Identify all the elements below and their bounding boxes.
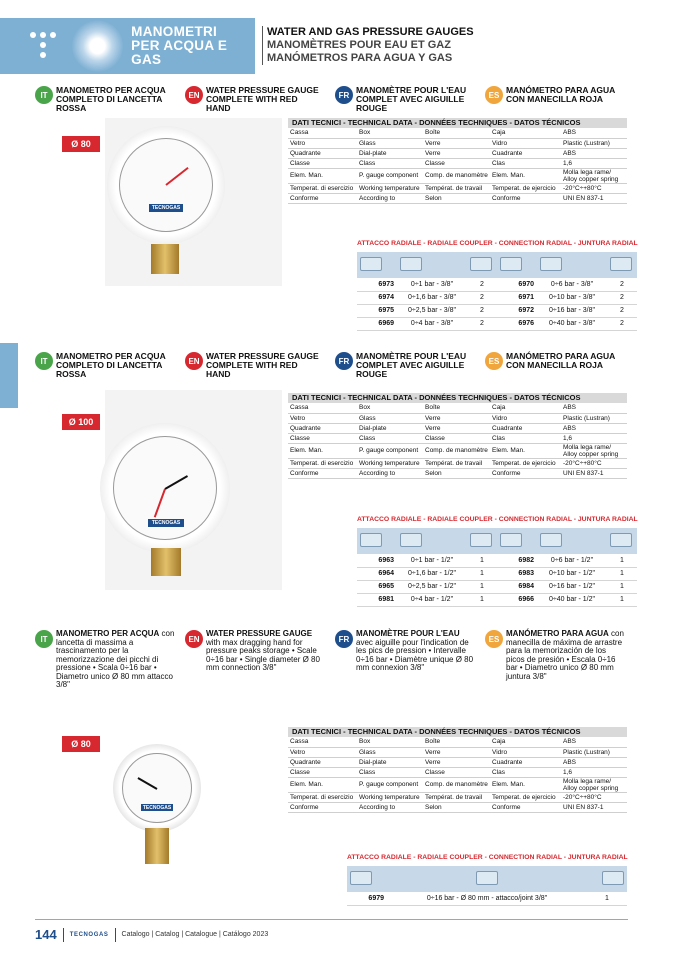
section2-es: MANÓMETRO PARA AGUA CON MANECILLA ROJA bbox=[506, 351, 615, 370]
tech-row bbox=[288, 403, 627, 413]
tech-cell: Quadrante bbox=[288, 423, 357, 433]
tech-table bbox=[288, 737, 627, 813]
pack-qty: 2 bbox=[607, 317, 637, 330]
tech-cell: Comp. de manomètre bbox=[423, 443, 490, 458]
tech-row bbox=[288, 802, 627, 812]
tech-cell: Conforme bbox=[490, 802, 561, 812]
sun-burst-icon bbox=[72, 19, 123, 73]
tech-cell: Selon bbox=[423, 802, 490, 812]
product-code: 6976 bbox=[497, 317, 537, 330]
tech-cell: Class bbox=[357, 433, 423, 443]
section3-en: WATER PRESSURE GAUGE with max dragging hand for pressure peaks storage • Scale 0÷16 bar • Single diameter Ø 80 mm connection 3/8" bbox=[206, 629, 320, 672]
package-qty-icon bbox=[602, 871, 624, 885]
es-badge: ES bbox=[485, 86, 503, 104]
footer-divider bbox=[35, 919, 628, 920]
range-arrow-icon bbox=[476, 871, 498, 885]
section1-it: MANOMETRO PER ACQUA COMPLETO DI LANCETTA ROSSA bbox=[56, 85, 166, 113]
tech-row bbox=[288, 423, 627, 433]
pressure-range: 0÷10 bar - 3/8" bbox=[537, 291, 607, 304]
tech-cell: Vidro bbox=[490, 413, 561, 423]
tech-cell: Working temperature bbox=[357, 458, 423, 468]
product-code: 6981 bbox=[357, 593, 397, 606]
tech-cell: Conforme bbox=[288, 468, 357, 478]
tech-cell: Box bbox=[357, 128, 423, 138]
tech-row bbox=[288, 158, 627, 168]
product-code: 6966 bbox=[497, 593, 537, 606]
product-code: 6973 bbox=[357, 278, 397, 291]
tech-cell: Conforme bbox=[288, 193, 357, 203]
tech-cell: ABS bbox=[561, 148, 627, 158]
range-arrow-icon bbox=[400, 533, 422, 547]
tech-cell: Verre bbox=[423, 747, 490, 757]
tech-row bbox=[288, 433, 627, 443]
tech-cell: Working temperature bbox=[357, 792, 423, 802]
tech-row bbox=[288, 183, 627, 193]
pack-qty: 2 bbox=[467, 291, 497, 304]
range-arrow-icon bbox=[540, 533, 562, 547]
pressure-range: 0÷4 bar - 3/8" bbox=[397, 317, 467, 330]
tech-cell: Classe bbox=[288, 158, 357, 168]
tech-cell: Selon bbox=[423, 193, 490, 203]
tech-cell: Temperat. di esercizio bbox=[288, 183, 357, 193]
tech-row bbox=[288, 443, 627, 458]
coupler-title: ATTACCO RADIALE - RADIALE COUPLER - CONNECTION RADIAL - JUNTURA RADIAL bbox=[347, 854, 628, 861]
tech-cell: Températ. de travail bbox=[423, 792, 490, 802]
tech-cell: Comp. de manomètre bbox=[423, 168, 490, 183]
tech-cell: Box bbox=[357, 403, 423, 413]
tech-row bbox=[288, 193, 627, 203]
tech-row bbox=[288, 128, 627, 138]
footer bbox=[35, 927, 268, 942]
tech-cell: Conforme bbox=[288, 802, 357, 812]
fr-badge: FR bbox=[335, 352, 353, 370]
pack-qty: 1 bbox=[607, 554, 637, 567]
tech-cell: Temperat. di esercizio bbox=[288, 792, 357, 802]
section3-fr: MANOMÈTRE POUR L'EAU avec aiguille pour l'indication de les pics de pression • Intervalle 0÷16 bar • Diamètre unique Ø 80 mm connexion 3/8" bbox=[356, 629, 474, 672]
tech-cell: Conforme bbox=[490, 468, 561, 478]
section3-es: MANÓMETRO PARA AGUA con manecilla de máxima de arrastre para la memorización de los picos de presión • Escala 0÷16 bar • Diametro unico Ø 80 mm juntura 3/8" bbox=[506, 629, 624, 681]
section1-es: MANÓMETRO PARA AGUA CON MANECILLA ROJA bbox=[506, 85, 615, 104]
tech-cell: P. gauge component bbox=[357, 443, 423, 458]
gauge-thumb-icon bbox=[360, 257, 382, 271]
tech-cell: Cassa bbox=[288, 737, 357, 747]
table-row bbox=[357, 278, 637, 291]
fr-badge: FR bbox=[335, 630, 353, 648]
pack-qty: 1 bbox=[607, 593, 637, 606]
range-arrow-icon bbox=[400, 257, 422, 271]
pressure-range: 0÷16 bar - 3/8" bbox=[537, 304, 607, 317]
tech-cell: Elem. Man. bbox=[490, 168, 561, 183]
tech-cell: Vidro bbox=[490, 747, 561, 757]
tech-cell: Molla lega rame/ Alloy copper spring bbox=[561, 443, 627, 458]
pack-qty: 2 bbox=[467, 317, 497, 330]
gauge-thumb-icon bbox=[500, 257, 522, 271]
coupler-title: ATTACCO RADIALE - RADIALE COUPLER - CONNECTION RADIAL - JUNTURA RADIAL bbox=[357, 516, 638, 523]
tech-cell: Conforme bbox=[490, 193, 561, 203]
tech-cell: Clas bbox=[490, 158, 561, 168]
tech-row bbox=[288, 148, 627, 158]
pack-qty: 1 bbox=[467, 593, 497, 606]
tech-cell: Classe bbox=[423, 767, 490, 777]
pressure-range: 0÷2,5 bar - 3/8" bbox=[397, 304, 467, 317]
tech-cell: Vetro bbox=[288, 413, 357, 423]
pressure-range: 0÷4 bar - 1/2" bbox=[397, 593, 467, 606]
coupler-table bbox=[357, 252, 637, 331]
pressure-range: 0÷1 bar - 1/2" bbox=[397, 554, 467, 567]
footer-catalog: Catalogo | Catalog | Catalogue | Catálogo 2023 bbox=[121, 931, 269, 938]
pack-qty: 1 bbox=[467, 567, 497, 580]
it-badge: IT bbox=[35, 352, 53, 370]
tech-cell: Boîte bbox=[423, 403, 490, 413]
diameter-badge: Ø 80 bbox=[62, 736, 100, 752]
section1-en: WATER PRESSURE GAUGE COMPLETE WITH RED HAND bbox=[206, 85, 319, 113]
tech-cell: Caja bbox=[490, 128, 561, 138]
header-banner bbox=[18, 18, 255, 74]
package-qty-icon bbox=[610, 533, 632, 547]
pack-qty: 2 bbox=[467, 304, 497, 317]
tech-cell: Elem. Man. bbox=[490, 777, 561, 792]
tech-cell: Selon bbox=[423, 468, 490, 478]
pack-qty: 2 bbox=[607, 291, 637, 304]
brass-connector-icon bbox=[145, 828, 169, 864]
tech-cell: Temperat. di esercizio bbox=[288, 458, 357, 468]
pressure-range: 0÷40 bar - 3/8" bbox=[537, 317, 607, 330]
tech-cell: 1,6 bbox=[561, 767, 627, 777]
tech-cell: ABS bbox=[561, 128, 627, 138]
tech-cell: Classe bbox=[423, 433, 490, 443]
section1-fr: MANOMÈTRE POUR L'EAU COMPLET AVEC AIGUILLE ROUGE bbox=[356, 85, 467, 113]
tech-cell: Glass bbox=[357, 413, 423, 423]
section3-it: MANOMETRO PER ACQUA con lancetta di massima a trascinamento per la memorizzazione dei picchi di pressione • Scala 0÷16 bar • Diametro unico Ø 80 mm attacco 3/8" bbox=[56, 629, 175, 689]
tech-cell: Quadrante bbox=[288, 148, 357, 158]
pressure-range: 0÷1,6 bar - 3/8" bbox=[397, 291, 467, 304]
product-code: 6983 bbox=[497, 567, 537, 580]
diameter-badge: Ø 100 bbox=[62, 414, 100, 430]
es-badge: ES bbox=[485, 630, 503, 648]
product-code: 6972 bbox=[497, 304, 537, 317]
gauge-thumb-icon bbox=[350, 871, 372, 885]
pressure-range: 0÷10 bar - 1/2" bbox=[537, 567, 607, 580]
section2-en: WATER PRESSURE GAUGE COMPLETE WITH RED HAND bbox=[206, 351, 319, 379]
tech-title: DATI TECNICI - TECHNICAL DATA - DONNÉES TECHNIQUES - DATOS TÉCNICOS bbox=[288, 118, 627, 128]
tech-cell: Temperat. de ejercicio bbox=[490, 183, 561, 193]
product-code: 6964 bbox=[357, 567, 397, 580]
tech-cell: Classe bbox=[423, 158, 490, 168]
pack-qty: 1 bbox=[467, 554, 497, 567]
tech-row bbox=[288, 138, 627, 148]
tech-cell: Cuadrante bbox=[490, 757, 561, 767]
tech-row bbox=[288, 458, 627, 468]
tech-cell: Dial-plate bbox=[357, 423, 423, 433]
tech-cell: Cassa bbox=[288, 403, 357, 413]
tech-cell: Elem. Man. bbox=[288, 168, 357, 183]
gauge-photo bbox=[105, 390, 282, 590]
tech-cell: Cuadrante bbox=[490, 423, 561, 433]
it-badge: IT bbox=[35, 86, 53, 104]
tech-cell: Classe bbox=[288, 433, 357, 443]
gauge-dial-icon bbox=[113, 744, 201, 832]
product-code: 6969 bbox=[357, 317, 397, 330]
tech-cell: Class bbox=[357, 158, 423, 168]
tech-cell: Plastic (Lustran) bbox=[561, 747, 627, 757]
gauge-photo bbox=[105, 728, 282, 878]
tech-row bbox=[288, 737, 627, 747]
tech-cell: P. gauge component bbox=[357, 777, 423, 792]
section3-languages bbox=[35, 630, 635, 690]
tech-table bbox=[288, 403, 627, 479]
gauge-photo bbox=[105, 118, 282, 286]
tech-cell: Elem. Man. bbox=[490, 443, 561, 458]
tech-cell: Vetro bbox=[288, 747, 357, 757]
pressure-range: 0÷2,5 bar - 1/2" bbox=[397, 580, 467, 593]
diameter-badge: Ø 80 bbox=[62, 136, 100, 152]
tech-title: DATI TECNICI - TECHNICAL DATA - DONNÉES TECHNIQUES - DATOS TÉCNICOS bbox=[288, 727, 627, 737]
tech-cell: ABS bbox=[561, 757, 627, 767]
tech-title: DATI TECNICI - TECHNICAL DATA - DONNÉES TECHNIQUES - DATOS TÉCNICOS bbox=[288, 393, 627, 403]
gauge-brand-label: TECNOGAS bbox=[142, 804, 172, 811]
table-row bbox=[357, 554, 637, 567]
package-qty-icon bbox=[470, 533, 492, 547]
coupler-table bbox=[357, 528, 637, 607]
tech-cell: Verre bbox=[423, 423, 490, 433]
page-title: MANOMETRI PER ACQUA E GAS bbox=[131, 24, 228, 67]
tech-cell: Verre bbox=[423, 148, 490, 158]
table-row bbox=[357, 567, 637, 580]
section2-languages bbox=[35, 352, 635, 379]
tech-cell: Boîte bbox=[423, 128, 490, 138]
range-arrow-icon bbox=[540, 257, 562, 271]
en-badge: EN bbox=[185, 86, 203, 104]
tech-cell: Cuadrante bbox=[490, 148, 561, 158]
tech-cell: Verre bbox=[423, 757, 490, 767]
gauge-thumb-icon bbox=[500, 533, 522, 547]
table-row bbox=[357, 317, 637, 330]
gauge-thumb-icon bbox=[360, 533, 382, 547]
section2-fr: MANOMÈTRE POUR L'EAU COMPLET AVEC AIGUILLE ROUGE bbox=[356, 351, 467, 379]
tech-cell: UNI EN 837-1 bbox=[561, 193, 627, 203]
subtitle-en: WATER AND GAS PRESSURE GAUGES bbox=[267, 26, 474, 38]
tech-row bbox=[288, 777, 627, 792]
product-code: 6970 bbox=[497, 278, 537, 291]
table-row bbox=[357, 580, 637, 593]
tech-cell: Verre bbox=[423, 413, 490, 423]
pack-qty: 1 bbox=[607, 567, 637, 580]
product-code: 6975 bbox=[357, 304, 397, 317]
tech-cell: According to bbox=[357, 193, 423, 203]
package-qty-icon bbox=[610, 257, 632, 271]
it-badge: IT bbox=[35, 630, 53, 648]
subtitle-es: MANÓMETROS PARA AGUA Y GAS bbox=[267, 52, 453, 64]
sidebar-tab bbox=[0, 18, 18, 74]
pack-qty: 2 bbox=[607, 278, 637, 291]
table-row bbox=[357, 304, 637, 317]
tech-cell: Températ. de travail bbox=[423, 183, 490, 193]
tech-cell: Cassa bbox=[288, 128, 357, 138]
table-row: 6979 0÷16 bar - Ø 80 mm - attacco/joint 3/8" 1 bbox=[347, 892, 627, 905]
tech-row bbox=[288, 767, 627, 777]
product-code: 6963 bbox=[357, 554, 397, 567]
tech-row bbox=[288, 413, 627, 423]
pack-qty: 1 bbox=[607, 580, 637, 593]
tech-cell: Class bbox=[357, 767, 423, 777]
tech-cell: According to bbox=[357, 468, 423, 478]
tech-cell: Plastic (Lustran) bbox=[561, 413, 627, 423]
gauge-dial-icon bbox=[107, 126, 225, 244]
product-code: 6984 bbox=[497, 580, 537, 593]
tech-row bbox=[288, 757, 627, 767]
gauge-brand-label: TECNOGAS bbox=[149, 204, 183, 212]
en-badge: EN bbox=[185, 352, 203, 370]
product-code: 6982 bbox=[497, 554, 537, 567]
tech-row bbox=[288, 468, 627, 478]
tech-cell: Températ. de travail bbox=[423, 458, 490, 468]
section2-it: MANOMETRO PER ACQUA COMPLETO DI LANCETTA ROSSA bbox=[56, 351, 166, 379]
tech-cell: -20°C÷+80°C bbox=[561, 792, 627, 802]
product-code: 6974 bbox=[357, 291, 397, 304]
tech-cell: Glass bbox=[357, 747, 423, 757]
tech-cell: Molla lega rame/ Alloy copper spring bbox=[561, 168, 627, 183]
tech-cell: Temperat. de ejercicio bbox=[490, 792, 561, 802]
pressure-range: 0÷6 bar - 1/2" bbox=[537, 554, 607, 567]
sidebar-tab bbox=[0, 343, 18, 408]
tech-cell: Temperat. de ejercicio bbox=[490, 458, 561, 468]
tech-cell: Box bbox=[357, 737, 423, 747]
product-code: 6971 bbox=[497, 291, 537, 304]
pressure-range: 0÷1,6 bar - 1/2" bbox=[397, 567, 467, 580]
tech-cell: ABS bbox=[561, 403, 627, 413]
tech-cell: P. gauge component bbox=[357, 168, 423, 183]
tech-cell: Vetro bbox=[288, 138, 357, 148]
tech-cell: Elem. Man. bbox=[288, 443, 357, 458]
tech-row bbox=[288, 792, 627, 802]
tech-cell: Glass bbox=[357, 138, 423, 148]
section1-languages bbox=[35, 86, 635, 113]
tech-cell: -20°C÷+80°C bbox=[561, 458, 627, 468]
es-badge: ES bbox=[485, 352, 503, 370]
package-qty-icon bbox=[470, 257, 492, 271]
coupler-table bbox=[347, 866, 627, 906]
product-code: 6965 bbox=[357, 580, 397, 593]
tech-cell: Elem. Man. bbox=[288, 777, 357, 792]
tech-cell: Molla lega rame/ Alloy copper spring bbox=[561, 777, 627, 792]
tech-row bbox=[288, 747, 627, 757]
page-number: 144 bbox=[35, 927, 57, 942]
gauge-brand-label: TECNOGAS bbox=[148, 519, 184, 527]
pressure-range: 0÷6 bar - 3/8" bbox=[537, 278, 607, 291]
tech-cell: UNI EN 837-1 bbox=[561, 802, 627, 812]
tech-cell: Comp. de manomètre bbox=[423, 777, 490, 792]
tech-row bbox=[288, 168, 627, 183]
tech-cell: Dial-plate bbox=[357, 757, 423, 767]
tech-cell: Clas bbox=[490, 433, 561, 443]
subtitle-fr: MANOMÈTRES POUR EAU ET GAZ bbox=[267, 39, 451, 51]
table-row bbox=[357, 593, 637, 606]
tech-cell: Quadrante bbox=[288, 757, 357, 767]
gauge-dial-icon bbox=[100, 423, 230, 553]
tech-cell: Dial-plate bbox=[357, 148, 423, 158]
tech-cell: According to bbox=[357, 802, 423, 812]
table-row bbox=[357, 291, 637, 304]
tech-cell: 1,6 bbox=[561, 433, 627, 443]
pressure-range: 0÷1 bar - 3/8" bbox=[397, 278, 467, 291]
tech-cell: -20°C÷+80°C bbox=[561, 183, 627, 193]
coupler-title: ATTACCO RADIALE - RADIALE COUPLER - CONNECTION RADIAL - JUNTURA RADIAL bbox=[357, 240, 638, 247]
pressure-range: 0÷16 bar - 1/2" bbox=[537, 580, 607, 593]
tech-cell: 1,6 bbox=[561, 158, 627, 168]
brand-dots-icon bbox=[26, 24, 68, 68]
tech-cell: Boîte bbox=[423, 737, 490, 747]
tech-cell: UNI EN 837-1 bbox=[561, 468, 627, 478]
tech-cell: Classe bbox=[288, 767, 357, 777]
tech-cell: Working temperature bbox=[357, 183, 423, 193]
brass-connector-icon bbox=[151, 244, 179, 274]
pack-qty: 2 bbox=[607, 304, 637, 317]
en-badge: EN bbox=[185, 630, 203, 648]
tech-cell: Clas bbox=[490, 767, 561, 777]
tech-cell: ABS bbox=[561, 423, 627, 433]
brass-connector-icon bbox=[151, 548, 181, 576]
tech-cell: ABS bbox=[561, 737, 627, 747]
tech-cell: Verre bbox=[423, 138, 490, 148]
pack-qty: 1 bbox=[467, 580, 497, 593]
footer-brand: TECNOGAS bbox=[69, 931, 109, 938]
tech-cell: Caja bbox=[490, 737, 561, 747]
tech-cell: Vidro bbox=[490, 138, 561, 148]
header-subtitles bbox=[262, 26, 474, 65]
tech-cell: Caja bbox=[490, 403, 561, 413]
pressure-range: 0÷40 bar - 1/2" bbox=[537, 593, 607, 606]
pack-qty: 2 bbox=[467, 278, 497, 291]
tech-table bbox=[288, 128, 627, 204]
tech-cell: Plastic (Lustran) bbox=[561, 138, 627, 148]
fr-badge: FR bbox=[335, 86, 353, 104]
